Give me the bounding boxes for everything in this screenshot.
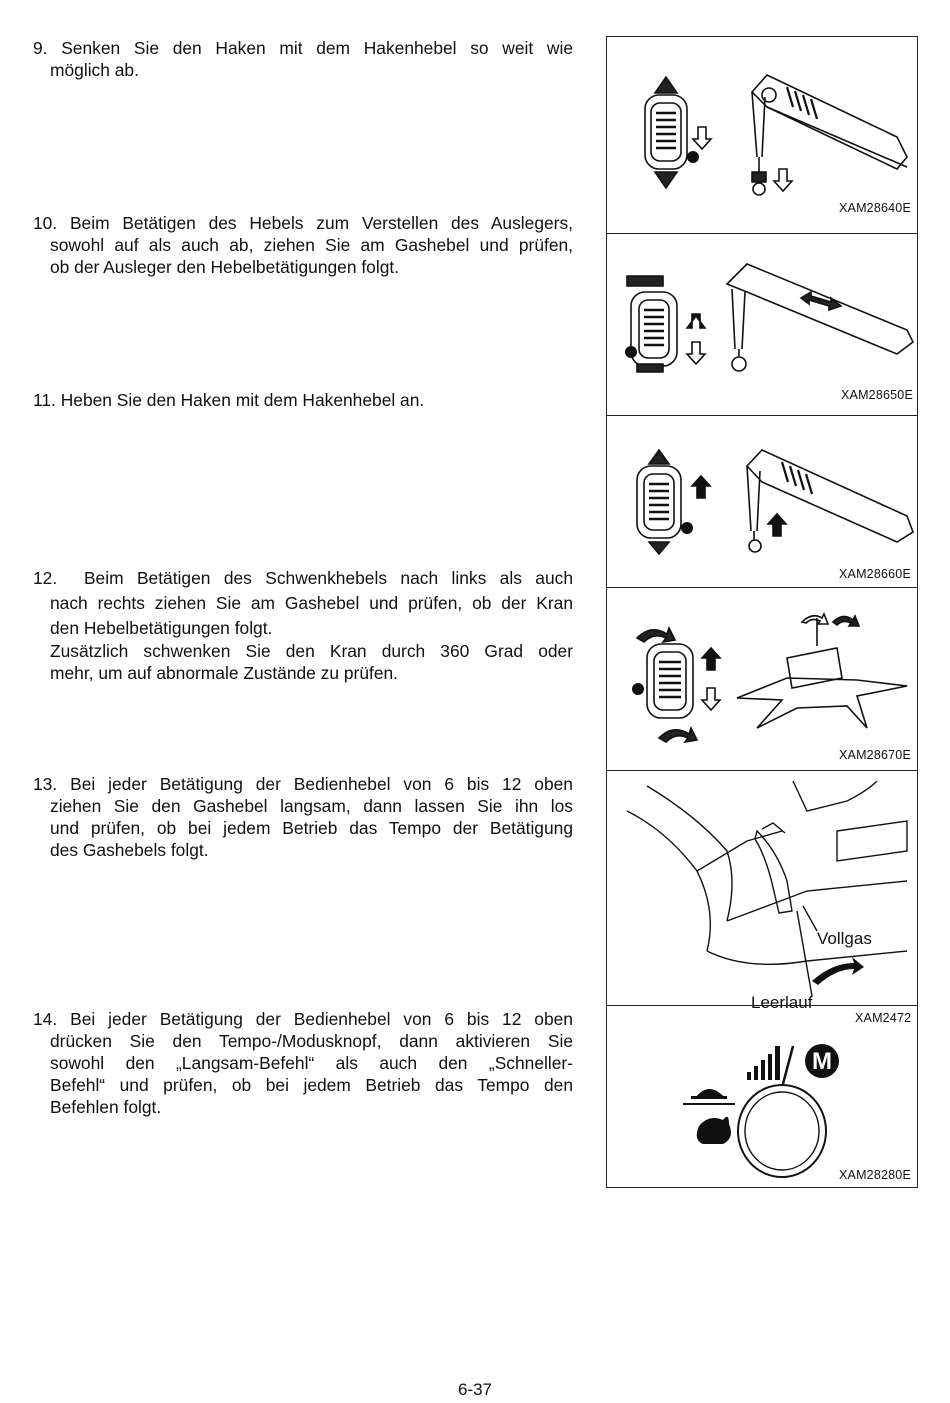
step-number: 12. xyxy=(33,568,58,588)
figure-code: XAM28640E xyxy=(839,201,911,215)
svg-text:M: M xyxy=(812,1048,832,1075)
step-text-line: sowohl den „Langsam-Befehl“ als auch den „Schneller- xyxy=(50,1053,573,1073)
step-number: 11. xyxy=(33,390,56,410)
step-text-line: sowohl auf als auch ab, ziehen Sie am Gashebel und prüfen, xyxy=(50,235,573,255)
step-number: 13. xyxy=(33,774,58,794)
idle-label: Leerlauf xyxy=(751,993,813,1012)
throttle-illustration xyxy=(607,771,917,1006)
full-throttle-label: Vollgas xyxy=(817,929,872,948)
step-text-line: Befehlen folgt. xyxy=(50,1097,162,1117)
step-text-line: Senken Sie den Haken mit dem Hakenhebel so weit wie xyxy=(61,38,573,58)
step-number: 14. xyxy=(33,1009,58,1029)
hook-raise-illustration xyxy=(607,416,917,588)
step-text-line: ziehen Sie den Gashebel langsam, dann lassen Sie ihn los xyxy=(50,796,573,816)
figure-code: XAM28650E xyxy=(841,388,913,402)
step-14 xyxy=(33,1008,573,1118)
figure-hook-raise xyxy=(607,416,917,588)
step-text-line: ob der Ausleger den Hebelbetätigungen folgt. xyxy=(50,257,400,277)
step-text-line: Beim Betätigen des Schwenkhebels nach links als auch xyxy=(83,568,573,588)
step-11 xyxy=(33,389,573,411)
step-12 xyxy=(33,567,573,684)
step-13 xyxy=(33,773,573,861)
figure-boom xyxy=(607,234,917,416)
figure-throttle xyxy=(607,771,917,1025)
figure-code: XAM28670E xyxy=(839,748,911,762)
step-text-line: Heben Sie den Haken mit dem Hakenhebel an. xyxy=(60,390,425,410)
step-text-line: Bei jeder Betätigung der Bedienhebel von 6 bis 12 oben xyxy=(70,774,573,794)
step-text-line: Bei jeder Betätigung der Bedienhebel von 6 bis 12 oben xyxy=(70,1009,573,1029)
figure-slewing xyxy=(607,588,917,771)
figure-code: XAM28660E xyxy=(839,567,911,581)
step-number: 9. xyxy=(33,38,48,58)
step-text-line: Befehl“ und prüfen, ob bei jedem Betrieb das Tempo den xyxy=(50,1075,573,1095)
step-9 xyxy=(33,37,573,81)
step-text-line: drücken Sie den Tempo-/Modusknopf, dann aktivieren Sie xyxy=(50,1031,573,1051)
step-text-line: des Gashebels folgt. xyxy=(50,840,209,860)
mode-button-illustration xyxy=(607,1006,917,1189)
figure-code: XAM2472 xyxy=(855,1011,912,1025)
step-text-line: möglich ab. xyxy=(50,60,139,80)
page-number: 6-37 xyxy=(457,1380,493,1399)
step-text-line: und prüfen, ob bei jedem Betrieb das Tempo der Betätigung xyxy=(50,818,573,838)
step-text-line: den Hebelbetätigungen folgt. xyxy=(50,618,273,638)
figure-code: XAM28280E xyxy=(839,1168,911,1182)
step-text-line: nach rechts ziehen Sie am Gashebel und prüfen, ob der Kran xyxy=(50,593,573,613)
figure-mode-button xyxy=(607,1006,917,1189)
step-10 xyxy=(33,212,573,278)
step-text-line: Beim Betätigen des Hebels zum Verstellen des Auslegers, xyxy=(69,213,573,233)
figure-column xyxy=(606,36,918,1188)
step-text-line: mehr, um auf abnormale Zustände zu prüfen. xyxy=(50,663,399,683)
step-number: 10. xyxy=(33,213,58,233)
figure-hook-lower xyxy=(607,37,917,234)
step-text-line: Zusätzlich schwenken Sie den Kran durch 360 Grad oder xyxy=(50,641,573,661)
slewing-illustration xyxy=(607,588,917,771)
